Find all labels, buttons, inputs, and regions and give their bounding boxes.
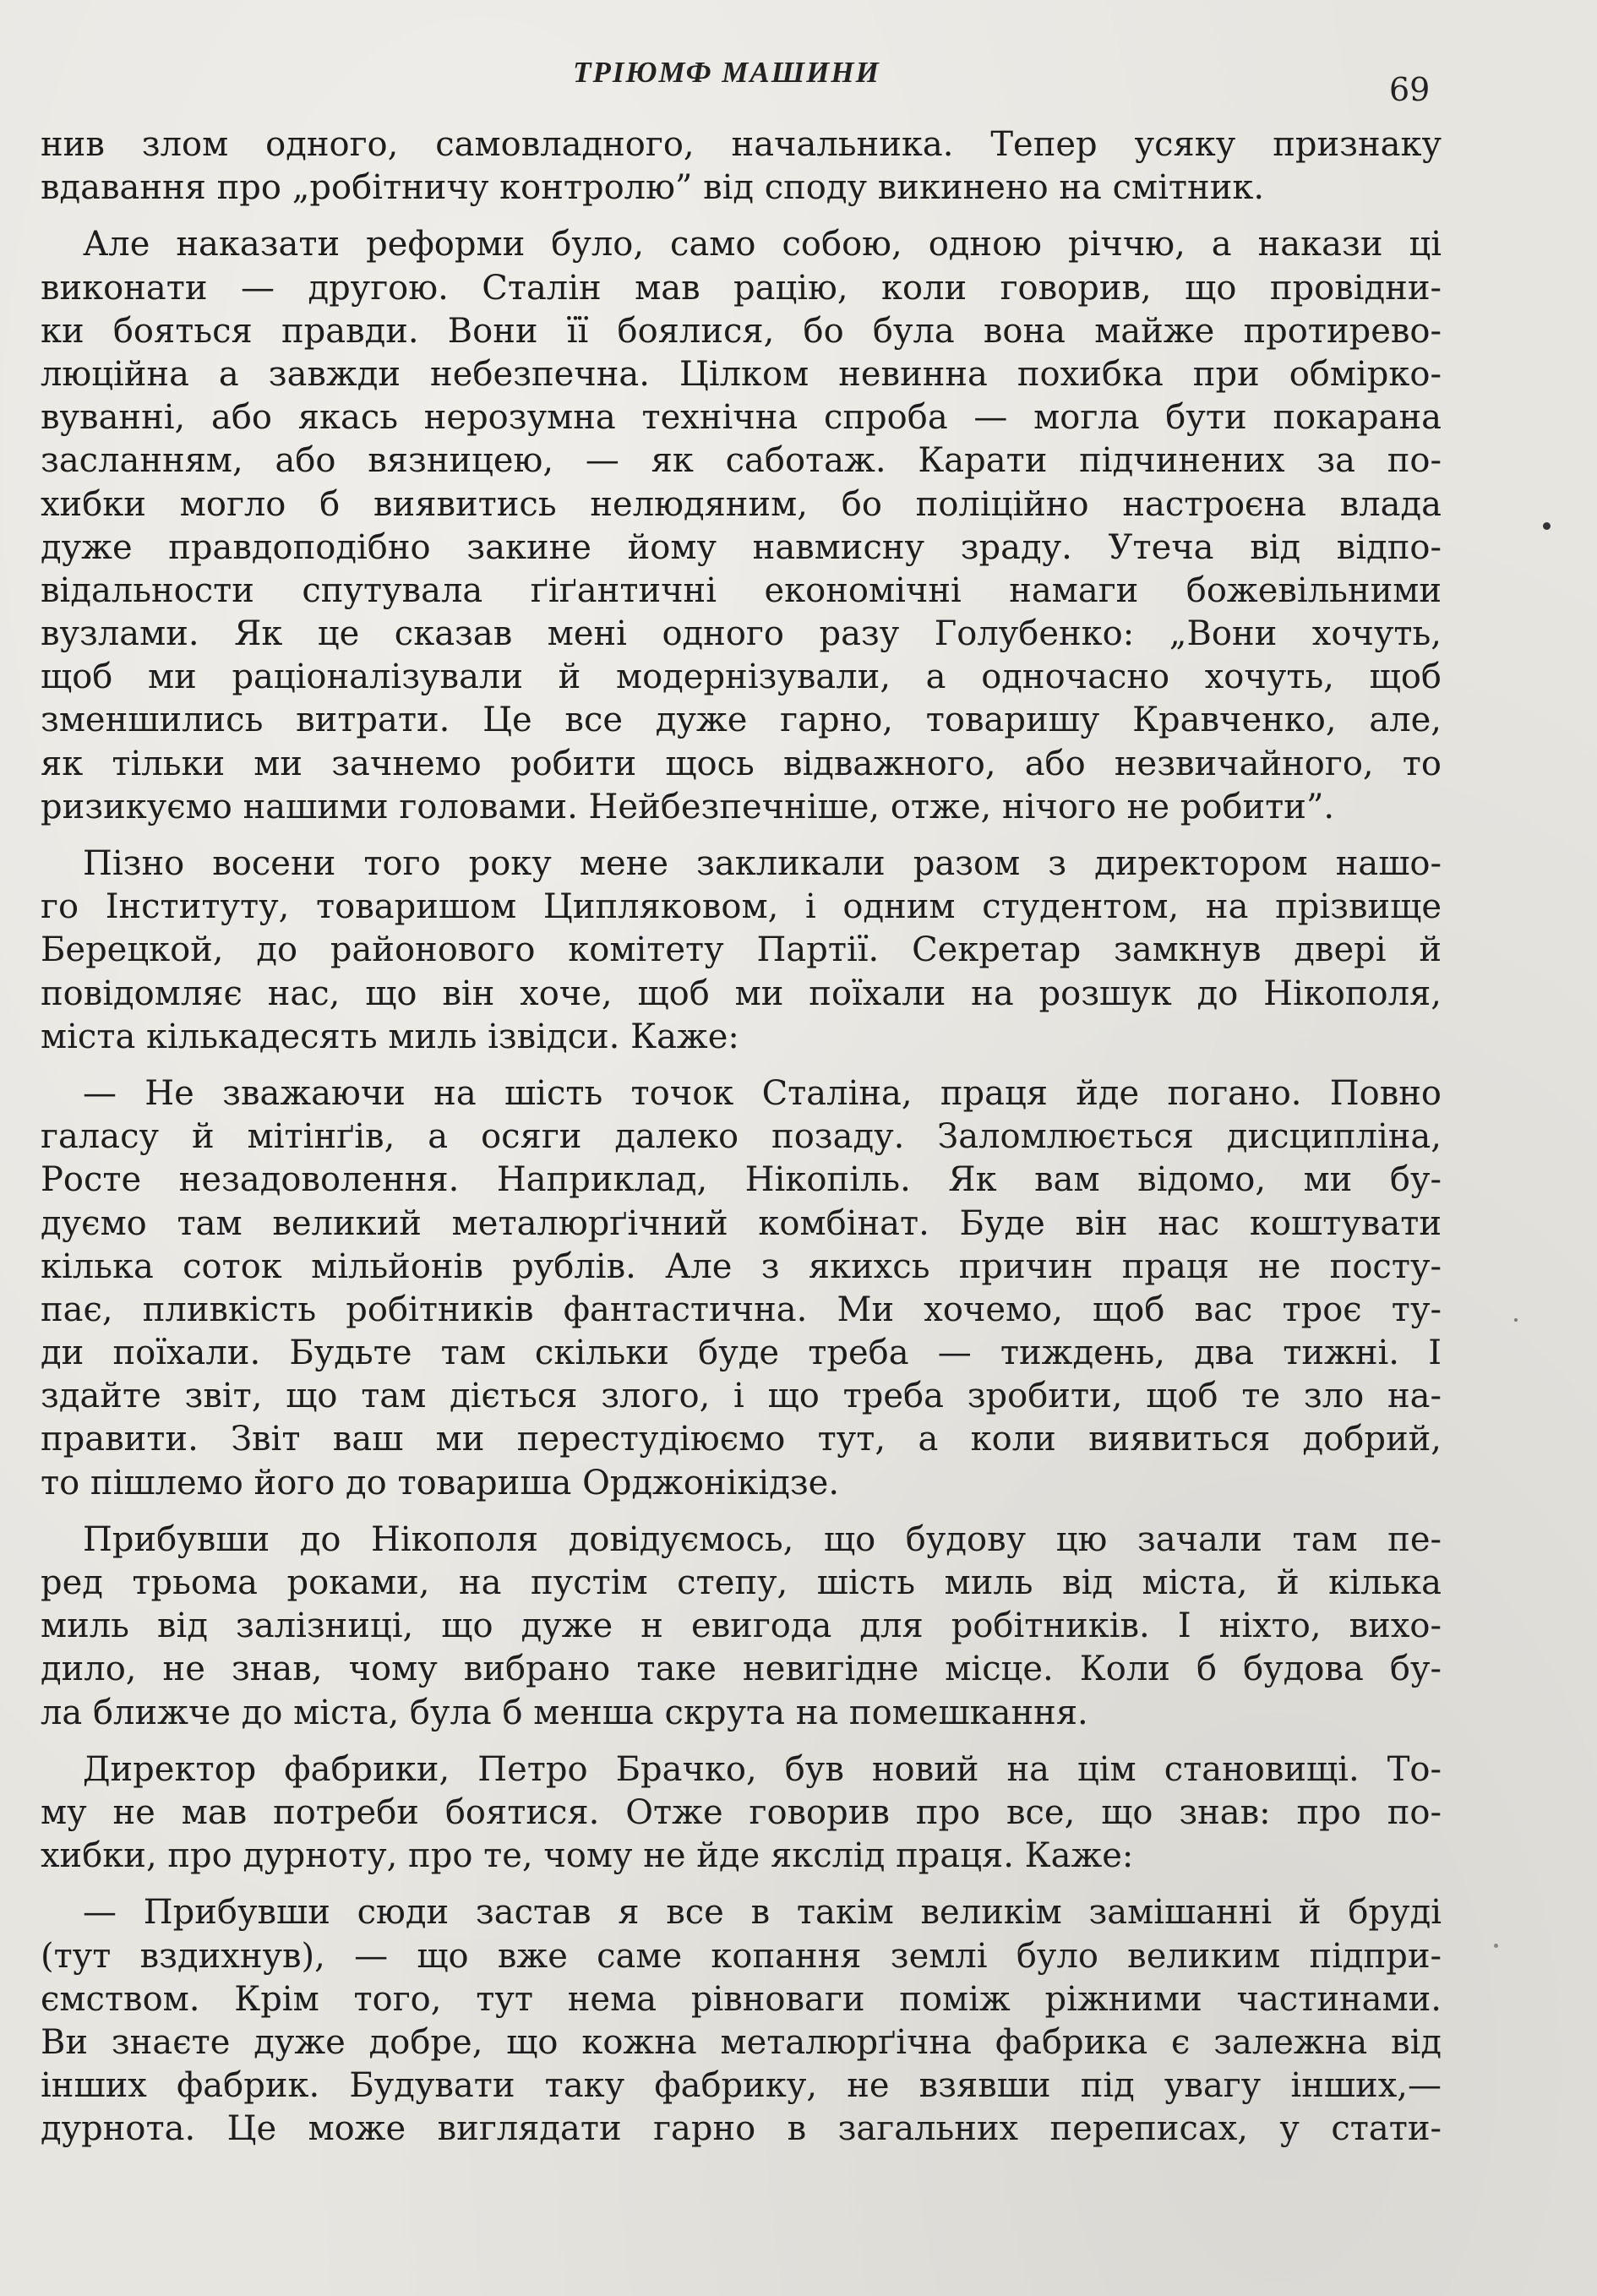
text-line: ди поїхали. Будьте там скільки буде треба — тиждень, два тижні. І (41, 1333, 1442, 1373)
paragraph (41, 123, 1442, 210)
text-line: Берецкой, до районового комітету Партії. Секретар замкнув двері й (41, 930, 1442, 970)
paragraph (41, 843, 1442, 1059)
paragraph-gap (41, 829, 1442, 843)
paragraph (41, 1748, 1442, 1879)
text-line: Пізно восени того року мене закликали разом з директором нашо- (83, 844, 1442, 883)
text-line: дуже правдоподібно закине йому навмисну зраду. Утеча від відпо- (41, 527, 1442, 567)
text-line: пає, пливкість робітників фантастична. Ми хочемо, щоб вас троє ту- (41, 1290, 1442, 1329)
paragraph-gap (41, 1878, 1442, 1891)
text-line: люційна а завжди небезпечна. Цілком невинна похибка при обмірко- (41, 354, 1442, 394)
text-line: галасу й мітінґів, а осяги далеко позаду. Заломлюється дисципліна, (41, 1117, 1442, 1157)
text-line: засланням, або вязницею, — як саботаж. Карати підчинених за по- (41, 441, 1442, 481)
text-line: му не мав потреби боятися. Отже говорив про все, що знав: про по- (41, 1792, 1442, 1832)
page-number: 69 (1389, 71, 1431, 108)
text-line: ред трьома роками, на пустім степу, шість миль від міста, й кілька (41, 1563, 1442, 1602)
text-line: інших фабрик. Будувати таку фабрику, не взявши під увагу інших,— (41, 2066, 1442, 2106)
paragraph-gap (41, 1059, 1442, 1072)
text-line: як тільки ми зачнемо робити щось відважного, або незвичайного, то (41, 744, 1442, 783)
running-title: ТРІЮМФ МАШИНИ (573, 56, 880, 89)
text-line: ризикуємо нашими головами. Нейбезпечніше, отже, нічого не робити”. (41, 787, 1335, 826)
text-line: — Прибувши сюди застав я все в такім великім замішанні й бруді (83, 1893, 1442, 1933)
text-line: дуємо там великий металюрґічний комбінат. Буде він нас коштувати (41, 1203, 1442, 1243)
text-line: дило, не знав, чому вибрано таке невигідне місце. Коли б будова бу- (41, 1650, 1442, 1689)
text-line: вуванні, або якась нерозумна технічна спроба — могла бути покарана (41, 398, 1442, 438)
text-line: ла ближче до міста, була б менша скрута на помешкання. (41, 1693, 1088, 1732)
text-line: нив злом одного, самовладного, начальника. Тепер усяку признаку (41, 125, 1442, 164)
text-line: дурнота. Це може виглядати гарно в загальних переписах, у стати- (41, 2109, 1442, 2149)
text-line: кілька соток мільйонів рублів. Але з якихсь причин праця не посту- (41, 1246, 1442, 1286)
text-line: правити. Звіт ваш ми перестудіюємо тут, а коли виявиться добрий, (41, 1420, 1442, 1459)
text-line: виконати — другою. Сталін мав рацію, коли говорив, що провідни- (41, 268, 1442, 308)
text-line: (тут вздихнув), — що вже саме копання землі було великим підпри- (41, 1936, 1442, 1976)
text-line: зменшились витрати. Це все дуже гарно, товаришу Кравченко, але, (41, 701, 1442, 740)
body-text (41, 123, 1442, 2151)
paper-speck (1543, 522, 1551, 530)
text-line: Але наказати реформи було, само собою, одною річчю, а накази ці (83, 225, 1442, 265)
text-line: Росте незадоволення. Наприклад, Нікопіль. Як вам відомо, ми бу- (41, 1160, 1442, 1200)
text-line: хибки могло б виявитись нелюдяним, бо поліційно настроєна влада (41, 484, 1442, 524)
text-line: Прибувши до Нікополя довідуємось, що будову цю зачали там пе- (83, 1519, 1442, 1559)
text-line: щоб ми раціоналізували й модернізували, а одночасно хочуть, щоб (41, 657, 1442, 697)
paragraph (41, 223, 1442, 829)
paragraph-gap (41, 210, 1442, 223)
text-line: ки бояться правди. Вони її боялися, бо була вона майже протирево- (41, 311, 1442, 351)
text-line: то пішлемо його до товариша Орджонікідзе. (41, 1463, 840, 1502)
paragraph (41, 1891, 1442, 2151)
paragraph-gap (41, 1735, 1442, 1748)
text-line: Директор фабрики, Петро Брачко, був новий на цім становищі. То- (83, 1749, 1442, 1789)
text-line: міста кількадесять миль ізвідси. Каже: (41, 1017, 739, 1056)
paragraph-gap (41, 1505, 1442, 1519)
text-line: здайте звіт, що там діється злого, і що треба зробити, щоб те зло на- (41, 1377, 1442, 1416)
text-line: миль від залізниці, що дуже н евигода для робітників. І ніхто, вихо- (41, 1606, 1442, 1646)
text-line: повідомляє нас, що він хоче, щоб ми поїхали на розшук до Нікополя, (41, 973, 1442, 1013)
text-line: го Інституту, товаришом Ципляковом, і одним студентом, на прізвище (41, 887, 1442, 927)
text-line: вузлами. Як це сказав мені одного разу Голубенко: „Вони хочуть, (41, 614, 1442, 654)
text-line: вдавання про „робітничу контролю” від споду викинено на смітник. (41, 168, 1265, 208)
paper-speck (1514, 1318, 1518, 1322)
text-line: хибки, про дурноту, про те, чому не йде якслід праця. Каже: (41, 1836, 1134, 1876)
paper-speck (1494, 1944, 1498, 1948)
text-line: відальности спутувала ґіґантичні економічні намаги божевільними (41, 570, 1442, 610)
paragraph (41, 1519, 1442, 1735)
paragraph (41, 1072, 1442, 1505)
text-line: Ви знаєте дуже добре, що кожна металюрґічна фабрика є залежна від (41, 2022, 1442, 2062)
text-line: ємством. Крім того, тут нема рівноваги поміж ріжними частинами. (41, 1979, 1442, 2019)
text-line: — Не зважаючи на шість точок Сталіна, праця йде погано. Повно (83, 1073, 1442, 1113)
